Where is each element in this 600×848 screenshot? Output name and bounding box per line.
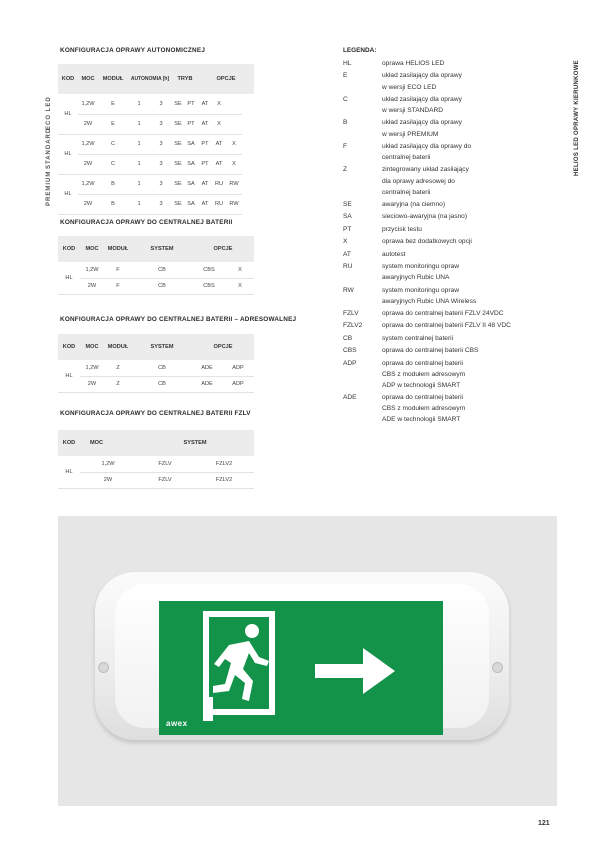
legend-description: centralnej baterii [382,188,431,196]
th-moc: MOC [80,236,104,262]
cell: 3 [150,94,172,114]
cell: SE [172,134,184,154]
legend-code: AT [343,250,351,258]
cell: PT [198,154,212,174]
legend-description: awaryjnych Rubic UNA Wireless [382,297,477,305]
group-label-eco-led: ECO LED [46,96,52,130]
cell: X [212,94,226,114]
legend-code: RW [343,286,354,294]
cell: C [98,134,128,154]
cell: X [226,134,242,154]
legend-description: dla oprawy adresowej do [382,177,455,185]
cell-kod: HL [58,262,80,294]
cell: RW [226,174,242,194]
cell: 1,2W [80,262,104,278]
config-table-central-battery [58,236,254,295]
legend-code: CB [343,334,353,342]
cell: 2W [78,194,98,214]
legend-description: system centralnej baterii [382,334,454,342]
cell: PT [184,114,198,134]
cell: F [104,262,132,278]
cell-kod: HL [58,174,78,214]
table-row [58,134,254,154]
running-man-exit-icon [159,601,443,735]
cell: SA [184,194,198,214]
table3-title: KONFIGURACJA OPRAWY DO CENTRALNEJ BATERII – ADRESOWALNEJ [60,316,297,323]
cell: CBS [192,278,226,294]
legend-description: CBS z modułem adresowym [382,405,466,413]
legend-description: oprawa do centralnej baterii FZLV 24VDC [382,310,504,317]
legend-description: oprawa do centralnej baterii FZLV II 48 VDC [382,322,511,330]
table-row [58,154,254,174]
cell: AT [212,154,226,174]
cell: RU [212,194,226,214]
cell: AT [198,94,212,114]
legend-description: w wersji STANDARD [382,107,444,114]
legend-code: RU [343,263,353,270]
cell: E [98,114,128,134]
cell: AT [198,114,212,134]
cell: ADE [192,360,222,376]
cell: SE [172,114,184,134]
cell: 1 [128,94,150,114]
th-modul: MODUŁ [98,64,128,94]
th-autonomia: AUTONOMIA [h] [128,64,172,94]
th-modul: MODUŁ [104,236,132,262]
cell: CB [132,278,192,294]
legend-description: układ zasilający dla oprawy do [382,142,472,150]
cell: 1,2W [78,134,98,154]
cell: CB [132,262,192,278]
config-table-fzlv [58,430,254,489]
cell: 1,2W [78,94,98,114]
cell: SA [184,134,198,154]
th-system: SYSTEM [132,334,192,360]
th-moc: MOC [78,64,98,94]
cell: X [226,262,254,278]
th-system: SYSTEM [132,236,192,262]
cell: 1,2W [78,174,98,194]
legend-description: system monitoringu opraw [382,263,459,270]
legend-code: B [343,119,348,127]
th-opcje: OPCJE [192,236,254,262]
cell: 3 [150,194,172,214]
cell: F [104,278,132,294]
cell: B [98,174,128,194]
legend-code: FZLV [343,310,359,317]
cell: 1 [128,134,150,154]
legend-code: SA [343,213,352,221]
legend-description: oprawa do centralnej baterii [382,394,464,402]
cell-kod: HL [58,134,78,174]
cell: CB [132,360,192,376]
table-row [58,114,254,134]
side-tab-label: HELIOS LED OPRAWY KIERUNKOWE [574,60,580,176]
cell: 1,2W [80,360,104,376]
cell-kod: HL [58,94,78,134]
brand-logo: awex [166,719,188,728]
group-label-premium: PREMIUM [46,170,52,206]
cell: FZLV2 [194,472,254,488]
table4-title: KONFIGURACJA OPRAWY DO CENTRALNEJ BATERII FZLV [60,410,251,417]
cell: 1 [128,154,150,174]
cell: RW [226,194,242,214]
cell: 1 [128,194,150,214]
cell [226,114,242,134]
table2-title: KONFIGURACJA OPRAWY DO CENTRALNEJ BATERII [60,219,233,226]
cell: 2W [78,154,98,174]
legend-description: oprawa HELIOS LED [382,60,445,67]
cell: Z [104,360,132,376]
legend-description: oprawa bez dodatkowych opcji [382,238,472,246]
legend-description: sieciowo-awaryjna (na jasno) [382,213,468,221]
legend-code: ADE [343,394,357,402]
cell: ADE [192,376,222,392]
cell: AT [198,174,212,194]
legend-code: X [343,238,348,246]
cell: 2W [80,376,104,392]
cell [226,94,242,114]
legend-description: system monitoringu opraw [382,286,459,294]
legend-code: ADP [343,359,357,367]
cell: FZLV [136,472,194,488]
legend-code: E [343,72,348,80]
cell: SE [172,194,184,214]
legend-code: C [343,95,348,103]
legend-description: w wersji ECO LED [382,83,437,91]
legend-description: układ zasilający dla oprawy [382,72,462,80]
cell: AT [212,134,226,154]
cell: E [98,94,128,114]
legend-description: zintegrowany układ zasilający [382,166,469,174]
cell: SA [184,154,198,174]
config-table-autonomous [58,64,254,215]
legend-description: ADP w technologii SMART [382,381,461,389]
legend-title: LEGENDA: [343,47,377,54]
cell: SE [172,174,184,194]
legend-code: FZLV2 [343,322,363,330]
legend-description: awaryjnych Rubic UNA [382,274,450,282]
cell: SE [172,154,184,174]
table1-title: KONFIGURACJA OPRAWY AUTONOMICZNEJ [60,47,206,54]
legend-description: oprawa do centralnej baterii [382,359,464,367]
legend-code: CBS [343,347,357,355]
cell: RU [212,174,226,194]
cell: ADP [222,376,254,392]
cell: AT [198,194,212,214]
cell: PT [198,134,212,154]
th-kod: KOD [58,334,80,360]
legend-description: CBS z modułem adresowym [382,370,466,378]
cell: FZLV [136,456,194,472]
cell: 3 [150,174,172,194]
cell: 1,2W [80,456,136,472]
legend-description: przycisk testu [382,225,422,233]
page-number: 121 [538,820,550,827]
legend-description: oprawa do centralnej baterii CBS [382,347,479,355]
arrow-right-icon [315,648,395,694]
cell: Z [104,376,132,392]
cell: 2W [80,472,136,488]
product-photo [58,516,557,806]
cell: X [226,154,242,174]
cell: C [98,154,128,174]
legend-description: układ zasilający dla oprawy [382,95,462,103]
exit-sign-panel [159,601,443,735]
config-table-addressable [58,334,254,393]
legend-description: układ zasilający dla oprawy [382,119,462,127]
th-opcje: OPCJE [198,64,254,94]
table-row [58,194,254,214]
th-tryb: TRYB [172,64,198,94]
cell: 1 [128,114,150,134]
legend-description: ADE w technologii SMART [382,416,461,424]
cell: X [226,278,254,294]
cell: ADP [222,360,254,376]
cell: SA [184,174,198,194]
cell: X [212,114,226,134]
cell: PT [184,94,198,114]
table-row [58,174,254,194]
legend-code: PT [343,225,352,233]
th-moc: MOC [80,430,136,456]
table-row [58,94,254,114]
cell: B [98,194,128,214]
cell: 3 [150,134,172,154]
legend-description: centralnej baterii [382,154,431,161]
legend-description: autotest [382,250,406,258]
cell: 3 [150,114,172,134]
cell: SE [172,94,184,114]
legend-description: w wersji PREMIUM [382,130,439,138]
legend-code: HL [343,60,352,67]
th-moc: MOC [80,334,104,360]
screw-right-icon [492,662,503,673]
th-system: SYSTEM [136,430,254,456]
cell: 1 [128,174,150,194]
th-kod: KOD [58,64,78,94]
cell: 2W [80,278,104,294]
cell: CBS [192,262,226,278]
cell-kod: HL [58,360,80,392]
legend-code: SE [343,201,352,208]
cell: 3 [150,154,172,174]
legend-code: Z [343,166,348,174]
th-opcje: OPCJE [192,334,254,360]
cell-kod: HL [58,456,80,488]
th-modul: MODUŁ [104,334,132,360]
cell: CB [132,376,192,392]
screw-left-icon [98,662,109,673]
th-kod: KOD [58,236,80,262]
cell: FZLV2 [194,456,254,472]
th-kod: KOD [58,430,80,456]
group-label-standard: STANDARD [46,127,52,169]
cell: 2W [78,114,98,134]
legend-description: awaryjna (na ciemno) [382,201,446,208]
legend-code: F [343,142,348,150]
